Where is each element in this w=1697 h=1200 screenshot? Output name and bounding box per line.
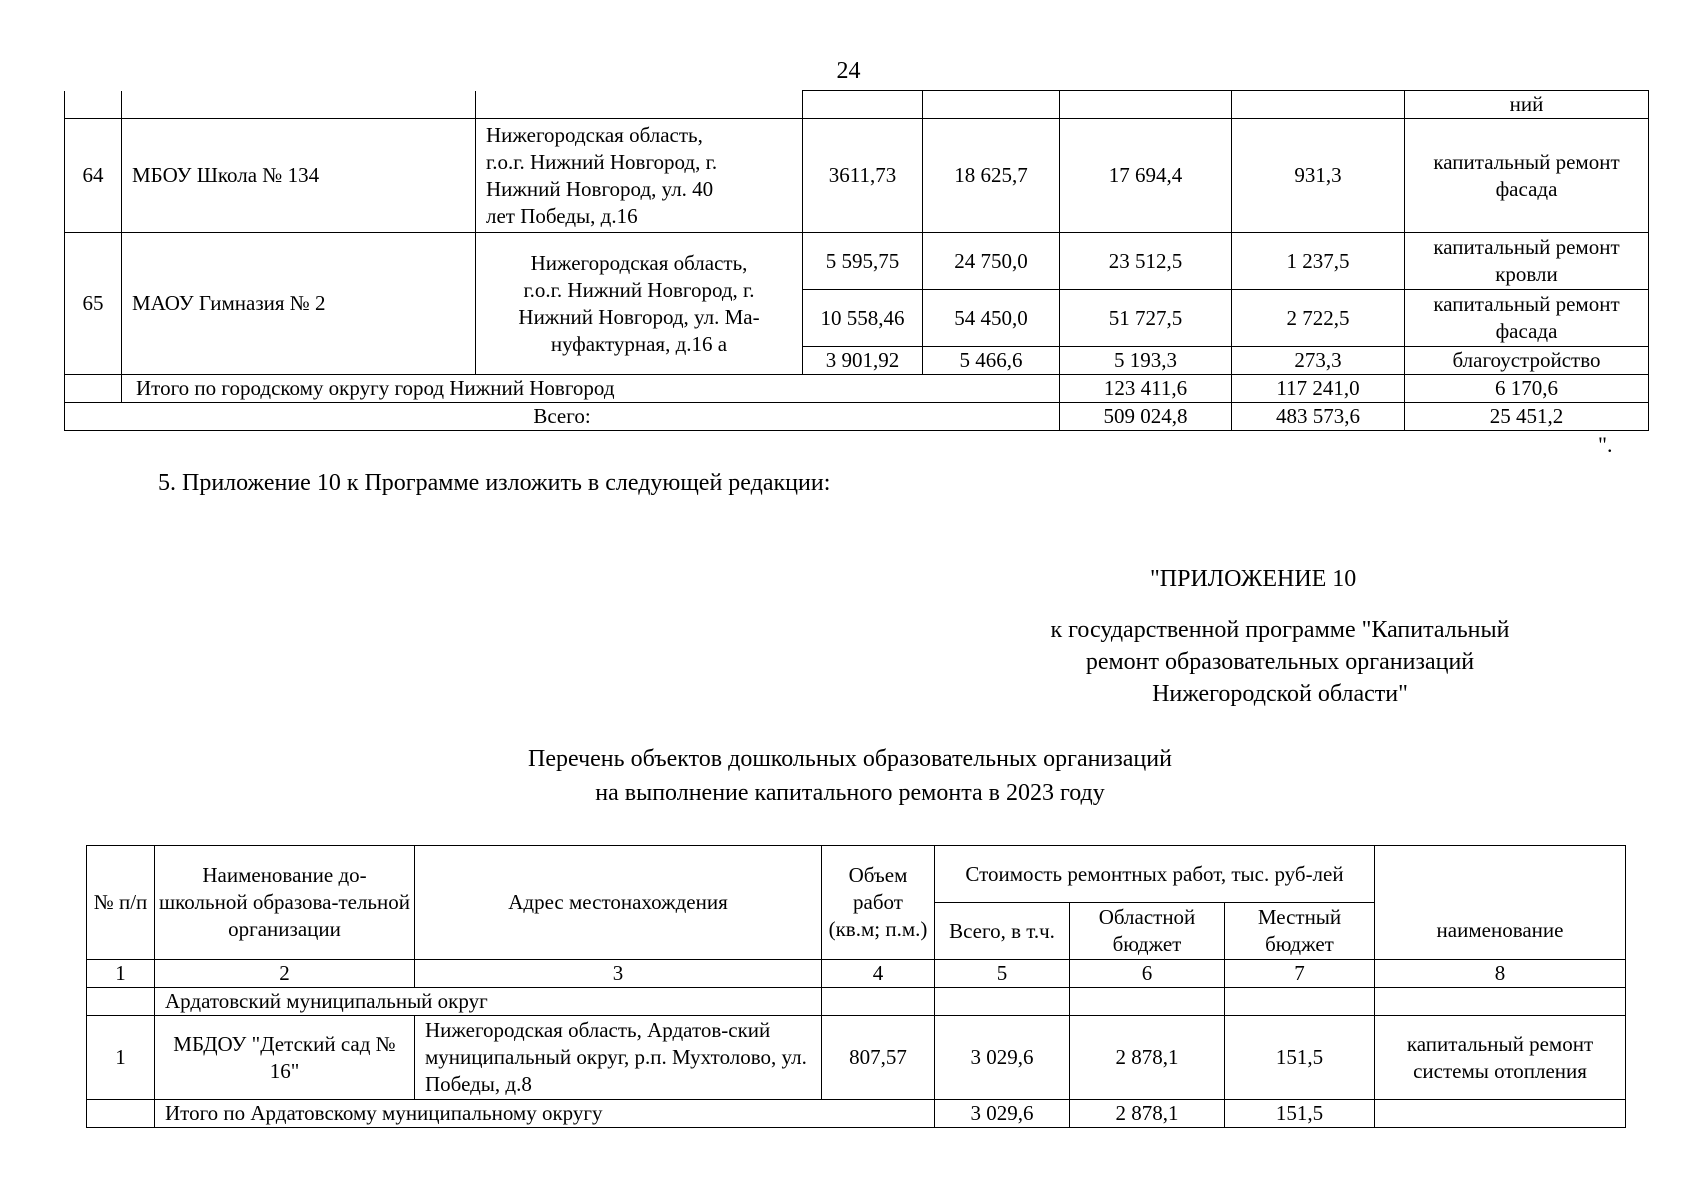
local-cell: 273,3 [1232, 347, 1405, 375]
table-header-row [87, 846, 1626, 903]
table-row [87, 1016, 1626, 1100]
total-cell: 54 450,0 [923, 290, 1060, 347]
work-cell: капитальный ремонт фасада [1405, 290, 1649, 347]
top-table [64, 90, 1649, 431]
total-cell: 18 625,7 [923, 119, 1060, 233]
subtotal-total: 123 411,6 [1060, 375, 1232, 403]
grand-total-row [65, 403, 1649, 431]
regional-cell: 23 512,5 [1060, 233, 1232, 290]
subtotal-label: Итого по Ардатовскому муниципальному округу [155, 1100, 935, 1128]
work-cell: капитальный ремонт кровли [1405, 233, 1649, 290]
subtotal-local: 151,5 [1225, 1100, 1375, 1128]
header-name: Наименование до-школьной образова-тельной организации [155, 846, 415, 960]
grand-total-local: 25 451,2 [1405, 403, 1649, 431]
row-number: 65 [65, 233, 122, 375]
volume-cell: 10 558,46 [803, 290, 923, 347]
header-total: Всего, в т.ч. [935, 903, 1070, 960]
list-title: Перечень объектов дошкольных образовательных организаций на выполнение капитального ремонта в 2023 году [528, 746, 1172, 806]
appendix-title: "ПРИЛОЖЕНИЕ 10 [1150, 566, 1357, 592]
closing-quote: ". [1598, 432, 1613, 457]
subtotal-regional: 2 878,1 [1070, 1100, 1225, 1128]
header-num: № п/п [87, 846, 155, 960]
header-local: Местный бюджет [1225, 903, 1375, 960]
org-name: МБДОУ "Детский сад № 16" [155, 1016, 415, 1100]
objects-table [86, 845, 1626, 1128]
subtotal-total: 3 029,6 [935, 1100, 1070, 1128]
regional-cell: 51 727,5 [1060, 290, 1232, 347]
district-row [87, 988, 1626, 1016]
org-address: Нижегородская область, г.о.г. Нижний Новгород, г. Нижний Новгород, ул. 40 лет Победы, д.16 [476, 119, 803, 233]
work-cell: капитальный ремонт фасада [1405, 119, 1649, 233]
regional-cell: 2 878,1 [1070, 1016, 1225, 1100]
amendment-paragraph: 5. Приложение 10 к Программе изложить в следующей редакции: [158, 470, 831, 496]
row-number: 64 [65, 119, 122, 233]
work-cell: капитальный ремонт системы отопления [1375, 1016, 1626, 1100]
header-volume: Объем работ (кв.м; п.м.) [822, 846, 935, 960]
header-work: наименование [1375, 903, 1626, 960]
grand-total-regional: 483 573,6 [1232, 403, 1405, 431]
column-number-row: 1 2 3 4 5 6 7 8 [87, 960, 1626, 988]
subtotal-local: 6 170,6 [1405, 375, 1649, 403]
table-row [65, 233, 1649, 290]
table-row [65, 119, 1649, 233]
org-address: Нижегородская область, Ардатов-ский муниципальный округ, р.п. Мухтолово, ул. Победы, д.8 [415, 1016, 822, 1100]
header-cost: Стоимость ремонтных работ, тыс. руб-лей [935, 846, 1375, 903]
grand-total-total: 509 024,8 [1060, 403, 1232, 431]
page-number: 24 [836, 58, 861, 84]
row-number: 1 [87, 1016, 155, 1100]
volume-cell: 5 595,75 [803, 233, 923, 290]
local-cell: 151,5 [1225, 1016, 1375, 1100]
org-address: Нижегородская область, г.о.г. Нижний Новгород, г. Нижний Новгород, ул. Ма- нуфактурная, д.16 а [476, 233, 803, 375]
grand-total-label: Всего: [65, 403, 1060, 431]
volume-cell: 807,57 [822, 1016, 935, 1100]
subtotal-row [87, 1100, 1626, 1128]
regional-cell: 17 694,4 [1060, 119, 1232, 233]
table-header-tail-row [65, 91, 1649, 119]
org-name: МБОУ Школа № 134 [122, 119, 476, 233]
subtotal-label: Итого по городскому округу город Нижний Новгород [122, 375, 923, 403]
subtotal-regional: 117 241,0 [1232, 375, 1405, 403]
local-cell: 1 237,5 [1232, 233, 1405, 290]
total-cell: 24 750,0 [923, 233, 1060, 290]
subtotal-row [65, 375, 1649, 403]
regional-cell: 5 193,3 [1060, 347, 1232, 375]
appendix-subtitle: к государственной программе "Капитальный ремонт образовательных организаций Нижегородской области" [1050, 617, 1510, 707]
org-name: МАОУ Гимназия № 2 [122, 233, 476, 375]
local-cell: 2 722,5 [1232, 290, 1405, 347]
header-tail-text: ний [1405, 91, 1649, 119]
district-label: Ардатовский муниципальный округ [155, 988, 822, 1016]
total-cell: 3 029,6 [935, 1016, 1070, 1100]
volume-cell: 3 901,92 [803, 347, 923, 375]
volume-cell: 3611,73 [803, 119, 923, 233]
local-cell: 931,3 [1232, 119, 1405, 233]
header-regional: Областной бюджет [1070, 903, 1225, 960]
header-address: Адрес местонахождения [415, 846, 822, 960]
total-cell: 5 466,6 [923, 347, 1060, 375]
work-cell: благоустройство [1405, 347, 1649, 375]
